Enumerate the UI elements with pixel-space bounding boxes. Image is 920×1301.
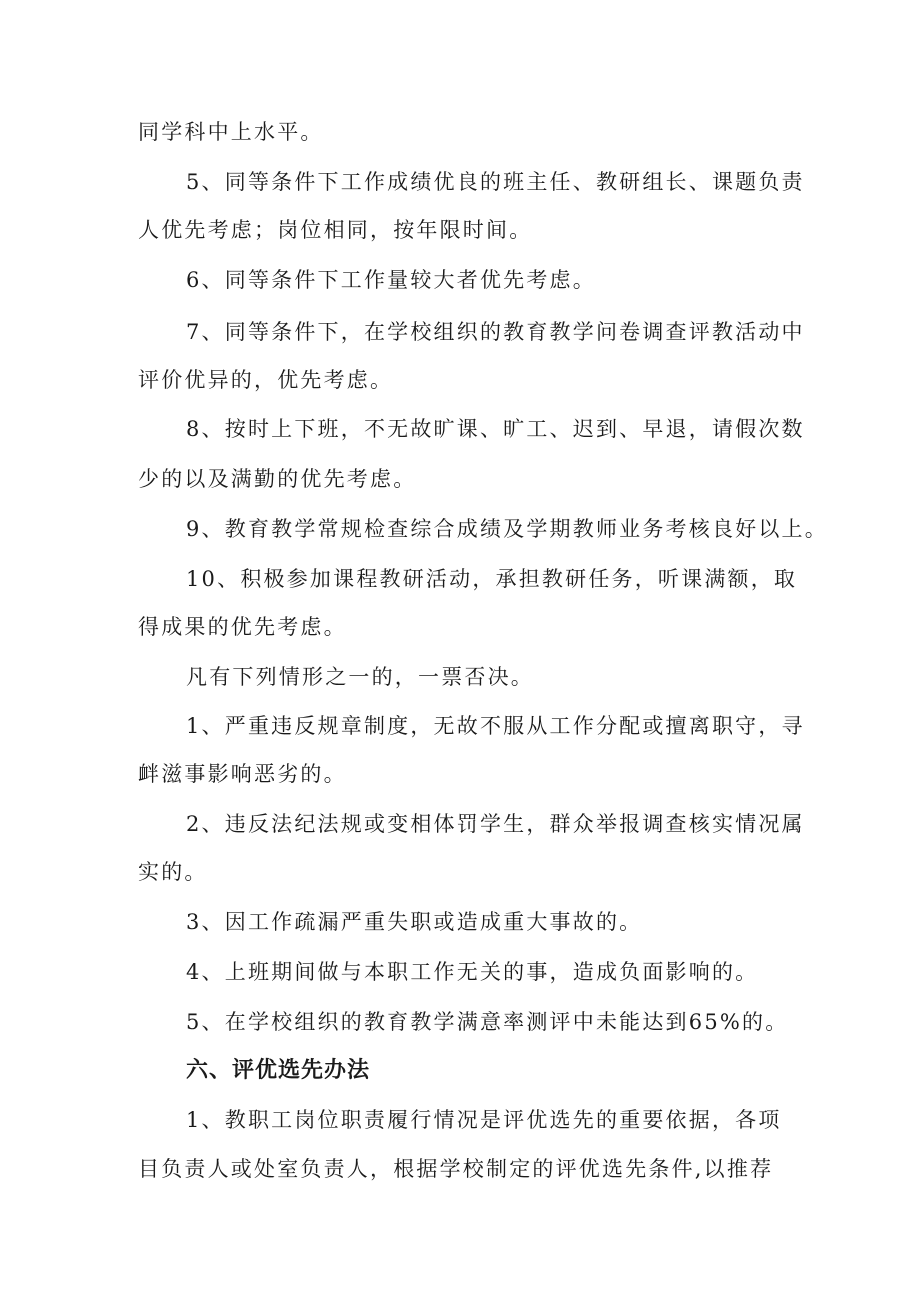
paragraph-line: 2、违反法纪法规或变相体罚学生，群众举报调查核实情况属 xyxy=(186,812,805,836)
paragraph-line: 8、按时上下班，不无故旷课、旷工、迟到、早退，请假次数 xyxy=(186,417,805,441)
paragraph-line: 得成果的优先考虑。 xyxy=(138,615,347,639)
section-heading: 六、评优选先办法 xyxy=(186,1058,371,1083)
paragraph-line: 4、上班期间做与本职工作无关的事，造成负面影响的。 xyxy=(186,960,759,984)
paragraph-line: 少的以及满勤的优先考虑。 xyxy=(138,467,417,491)
paragraph-line: 同学科中上水平。 xyxy=(138,120,324,144)
paragraph-line: 凡有下列情形之一的，一票否决。 xyxy=(186,665,534,689)
paragraph-line: 1、严重违反规章制度，无故不服从工作分配或擅离职守，寻 xyxy=(186,714,805,738)
paragraph-line: 3、因工作疏漏严重失职或造成重大事故的。 xyxy=(186,910,643,934)
paragraph-line: 10、积极参加课程教研活动，承担教研任务，听课满额，取 xyxy=(186,567,798,591)
paragraph-line: 目负责人或处室负责人，根据学校制定的评优选先条件,以推荐 xyxy=(138,1157,774,1181)
paragraph-line: 评价优异的，优先考虑。 xyxy=(138,368,394,392)
paragraph-line: 1、教职工岗位职责履行情况是评优选先的重要依据，各项 xyxy=(186,1108,782,1132)
paragraph-line: 实的。 xyxy=(138,860,208,884)
paragraph-line: 9、教育教学常规检查综合成绩及学期教师业务考核良好以上。 xyxy=(186,517,828,541)
paragraph-line: 5、在学校组织的教育教学满意率测评中未能达到65%的。 xyxy=(186,1010,789,1034)
paragraph-line: 人优先考虑；岗位相同，按年限时间。 xyxy=(138,218,533,242)
paragraph-line: 衅滋事影响恶劣的。 xyxy=(138,762,347,786)
paragraph-line: 5、同等条件下工作成绩优良的班主任、教研组长、课题负责 xyxy=(186,170,805,194)
paragraph-line: 7、同等条件下，在学校组织的教育教学问卷调查评教活动中 xyxy=(186,320,805,344)
paragraph-line: 6、同等条件下工作量较大者优先考虑。 xyxy=(186,268,596,292)
